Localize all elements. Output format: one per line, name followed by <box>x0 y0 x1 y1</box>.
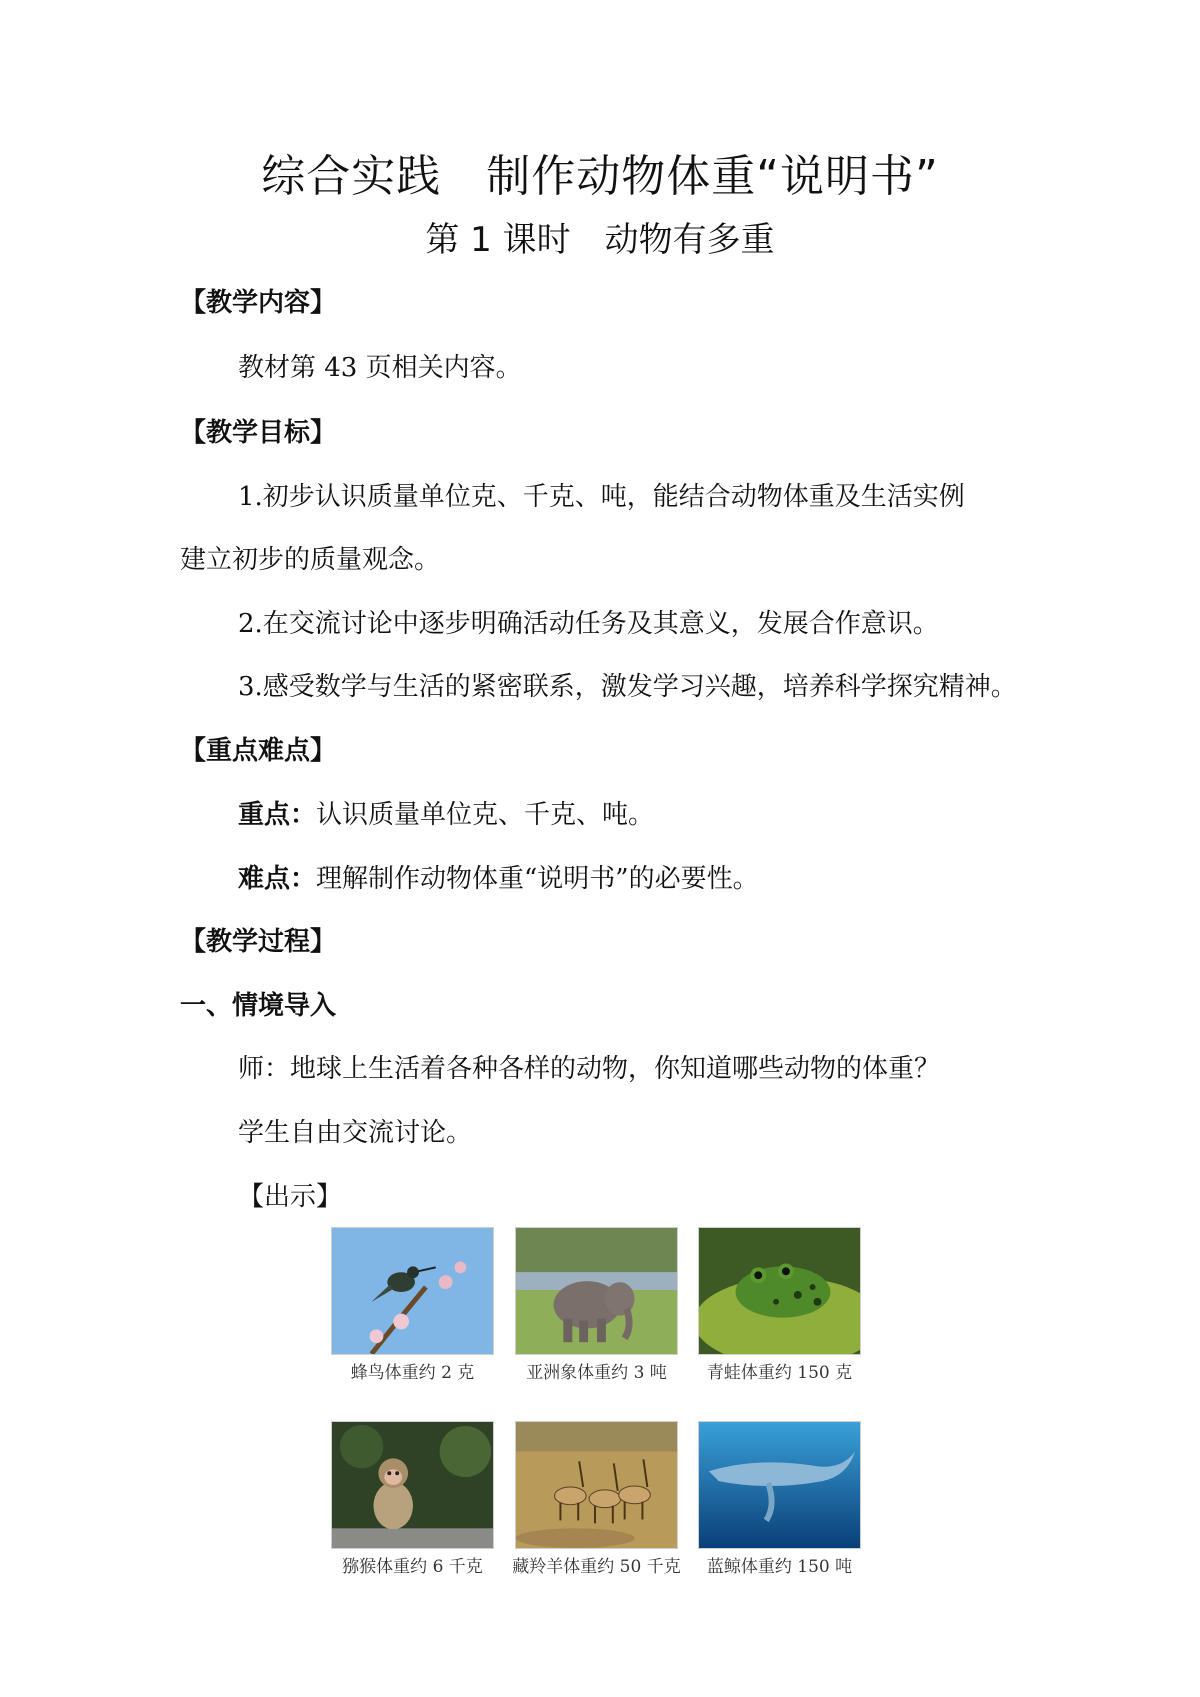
animal-caption: 猕猴体重约 6 千克 <box>342 1557 483 1577</box>
student-activity: 学生自由交流讨论。 <box>238 1118 473 1148</box>
section-heading-goals: 【教学目标】 <box>180 418 337 448</box>
animal-card <box>698 1227 861 1397</box>
difficult-point-text: 理解制作动物体重“说明书”的必要性。 <box>316 864 759 894</box>
goal-2: 2.在交流讨论中逐步明确活动任务及其意义，发展合作意识。 <box>238 609 939 639</box>
section-heading-keypoints: 【重点难点】 <box>180 736 337 766</box>
key-point-text: 认识质量单位克、千克、吨。 <box>316 800 655 830</box>
animal-card <box>698 1421 861 1591</box>
hummingbird-photo <box>331 1227 494 1355</box>
difficult-point-label: 难点： <box>238 864 317 894</box>
process-part-1-heading: 一、情境导入 <box>180 991 337 1021</box>
goal-1-line-2: 建立初步的质量观念。 <box>180 545 441 575</box>
content-text: 教材第 43 页相关内容。 <box>238 353 522 383</box>
goal-3: 3.感受数学与生活的紧密联系，激发学习兴趣，培养科学探究精神。 <box>238 672 1017 702</box>
key-point-label: 重点： <box>238 800 317 830</box>
antelope-photo <box>515 1421 678 1549</box>
page-subtitle: 第 1 课时 动物有多重 <box>425 220 775 260</box>
animal-card <box>515 1227 678 1397</box>
animal-caption: 藏羚羊体重约 50 千克 <box>512 1557 681 1577</box>
animal-card <box>331 1227 494 1397</box>
show-label: 【出示】 <box>238 1182 343 1212</box>
animal-card <box>331 1421 494 1591</box>
section-heading-content: 【教学内容】 <box>180 288 337 318</box>
key-point <box>238 795 654 835</box>
macaque-photo <box>331 1421 494 1549</box>
animal-photo-grid <box>331 1227 861 1587</box>
frog-photo <box>698 1227 861 1355</box>
section-heading-process: 【教学过程】 <box>180 927 337 957</box>
animal-caption: 青蛙体重约 150 克 <box>706 1363 853 1383</box>
teacher-question: 师：地球上生活着各种各样的动物，你知道哪些动物的体重？ <box>238 1054 941 1084</box>
elephant-photo <box>515 1227 678 1355</box>
animal-caption: 蜂鸟体重约 2 克 <box>350 1363 475 1383</box>
goal-1-line-1: 1.初步认识质量单位克、千克、吨，能结合动物体重及生活实例 <box>238 482 965 512</box>
page-title: 综合实践 制作动物体重“说明书” <box>261 151 939 202</box>
animal-card <box>512 1421 681 1591</box>
whale-photo <box>698 1421 861 1549</box>
difficult-point <box>238 859 759 899</box>
animal-caption: 蓝鲸体重约 150 吨 <box>706 1557 853 1577</box>
animal-caption: 亚洲象体重约 3 吨 <box>526 1363 667 1383</box>
